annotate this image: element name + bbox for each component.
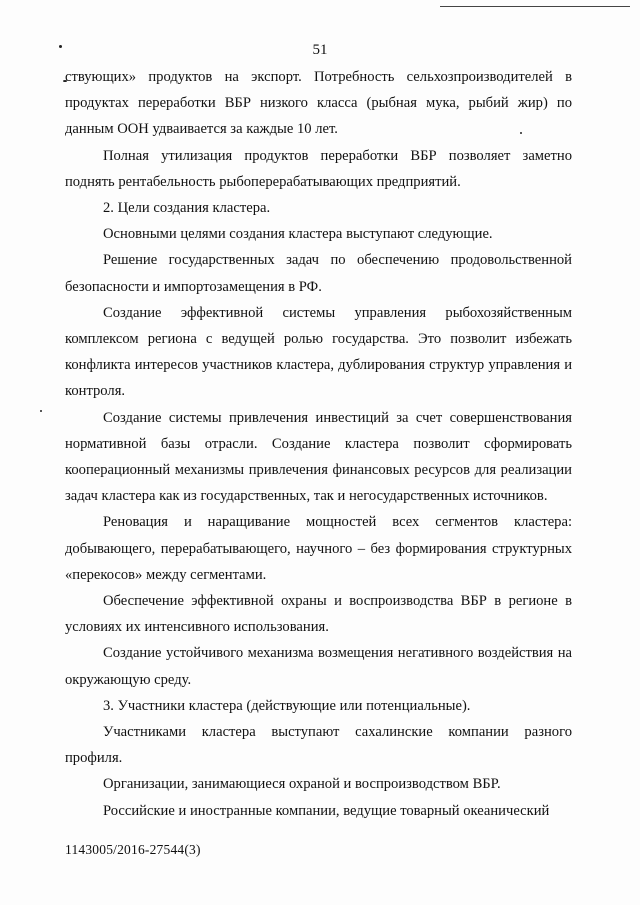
document-code: 1143005/2016-27544(3) xyxy=(65,842,201,857)
paragraph: Основными целями создания кластера выступают следующие. xyxy=(103,226,493,243)
paragraph: Российские и иностранные компании, ведущие товарный океанический xyxy=(103,802,550,819)
paragraph: Полная утилизация продуктов переработки ВБР позволяет заметно поднять рентабельность рыбоперерабатывающих предприятий. xyxy=(65,147,572,190)
paragraph: Реновация и наращивание мощностей всех сегментов кластера: добывающего, перерабатывающего, научного – без формирования структурных «перекосов» между сегментами. xyxy=(65,514,572,583)
paragraph: Создание эффективной системы управления рыбохозяйственным комплексом региона с ведущей ролью государства. Это позволит избежать конфликта интересов участников кластера, дублирования структур управления и контроля. xyxy=(65,304,572,400)
paragraph: Создание устойчивого механизма возмещения негативного воздействия на окружающую среду. xyxy=(65,645,572,688)
paragraph: Участниками кластера выступают сахалинские компании разного профиля. xyxy=(65,724,572,767)
section-heading: 2. Цели создания кластера. xyxy=(103,200,271,217)
paragraph: Создание системы привлечения инвестиций за счет совершенствования нормативной базы отрасли. Создание кластера позволит сформировать кооперационный механизмы привлечения финансовых ресурсов для реализации задач кластера как из государственных, так и негосударственных источников. xyxy=(65,409,572,505)
paragraph: Организации, занимающиеся охраной и воспроизводством ВБР. xyxy=(103,776,501,793)
top-edge-line xyxy=(440,6,630,7)
body-text xyxy=(65,64,572,824)
scan-speck xyxy=(40,410,42,412)
paragraph: Решение государственных задач по обеспечению продовольственной безопасности и импортозамещения в РФ. xyxy=(65,252,572,295)
section-heading: 3. Участники кластера (действующие или потенциальные). xyxy=(103,697,471,714)
page-number: 51 xyxy=(312,42,328,58)
paragraph: ствующих» продуктов на экспорт. Потребность сельхозпроизводителей в продуктах переработки ВБР низкого класса (рыбная мука, рыбий жир) по данным ООН удваивается за каждые 10 лет. xyxy=(65,69,572,138)
paragraph: Обеспечение эффективной охраны и воспроизводства ВБР в регионе в условиях их интенсивного использования. xyxy=(65,593,572,636)
